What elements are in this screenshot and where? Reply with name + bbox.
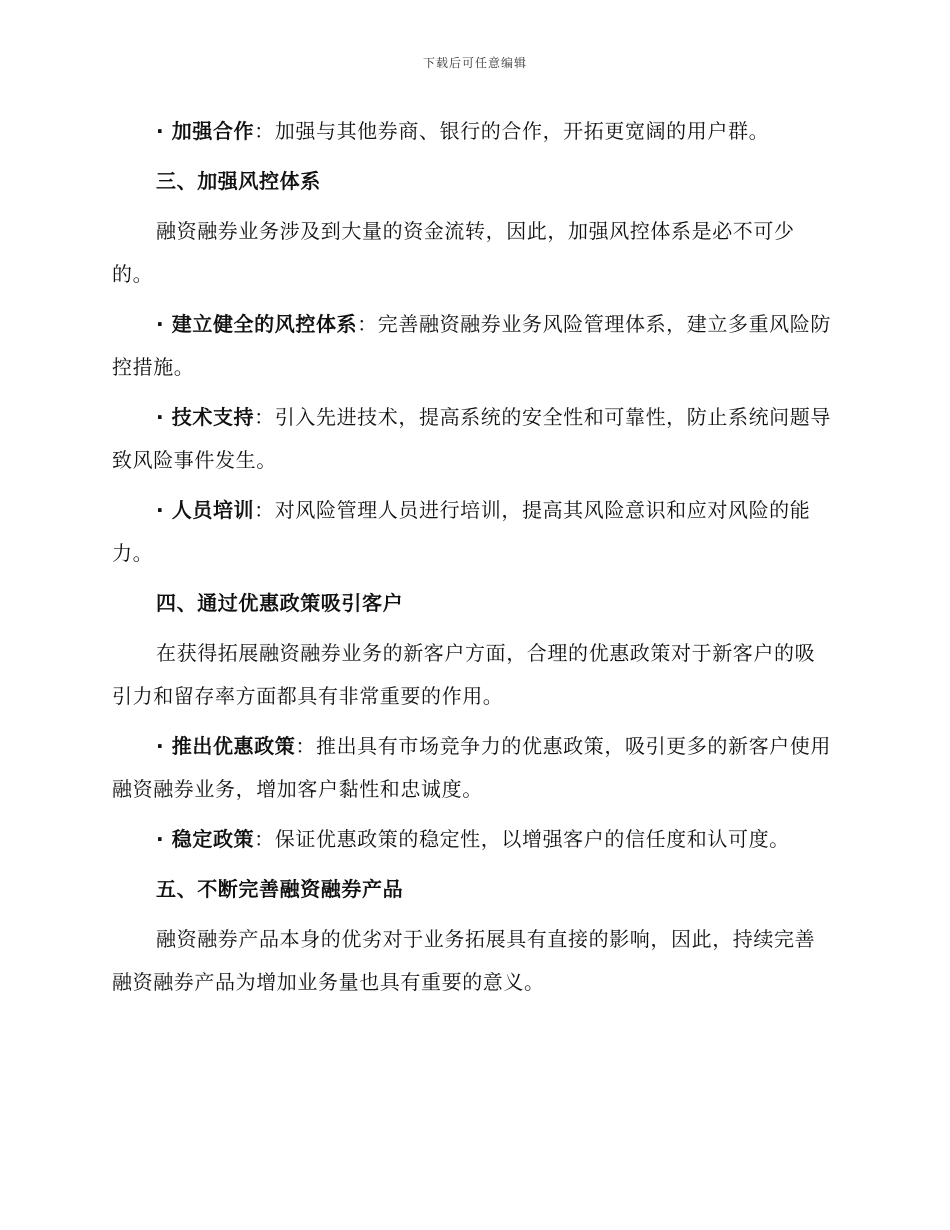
section-heading-5: 五、不断完善融资融券产品	[156, 877, 404, 901]
bullet-separator: ：	[254, 405, 275, 429]
paragraph-risk-control: 融资融券业务涉及到大量的资金流转，因此，加强风控体系是必不可少的。	[112, 219, 795, 286]
bullet-text: 保证优惠政策的稳定性，以增强客户的信任度和认可度。	[274, 827, 790, 851]
page-header: 下载后可任意编辑	[422, 56, 527, 70]
bullet-separator: ：	[295, 734, 316, 758]
section-heading-4: 四、通过优惠政策吸引客户	[156, 591, 404, 615]
bullet-term: · 建立健全的风控体系	[156, 312, 358, 336]
bullet-tech-support	[112, 396, 832, 482]
paragraph-preferential-policy: 在获得拓展融资融券业务的新客户方面，合理的优惠政策对于新客户的吸引力和留存率方面都具有非常重要的作用。	[112, 641, 816, 708]
bullet-term: · 人员培训	[156, 498, 255, 522]
bullet-text: 加强与其他券商、银行的合作，开拓更宽阔的用户群。	[274, 119, 770, 143]
bullet-text: 对风险管理人员进行培训，提高其风险意识和应对风险的能力。	[112, 498, 811, 565]
bullet-text: 完善融资融券业务风险管理体系，建立多重风险防控措施。	[112, 312, 831, 379]
bullet-text: 引入先进技术，提高系统的安全性和可靠性，防止系统问题导致风险事件发生。	[112, 405, 831, 472]
bullet-term: · 技术支持	[156, 405, 255, 429]
paragraph-product-improvement: 融资融券产品本身的优劣对于业务拓展具有直接的影响，因此，持续完善融资融券产品为增加业务量也具有重要的意义。	[112, 927, 816, 994]
bullet-text: 推出具有市场竞争力的优惠政策，吸引更多的新客户使用融资融券业务，增加客户黏性和忠诚度。	[112, 734, 831, 801]
section-heading-3: 三、加强风控体系	[156, 169, 321, 193]
bullet-separator: ：	[357, 312, 378, 336]
bullet-term: · 加强合作	[156, 119, 255, 143]
bullet-strengthen-cooperation	[112, 110, 832, 153]
bullet-risk-system	[112, 303, 832, 389]
bullet-term: · 推出优惠政策	[156, 734, 296, 758]
bullet-separator: ：	[254, 498, 275, 522]
bullet-separator: ：	[254, 119, 275, 143]
bullet-separator: ：	[254, 827, 275, 851]
bullet-staff-training	[112, 489, 832, 575]
bullet-term: · 稳定政策	[156, 827, 255, 851]
bullet-launch-policy	[112, 725, 832, 811]
document-body	[112, 110, 832, 1011]
bullet-stable-policy	[112, 818, 832, 861]
